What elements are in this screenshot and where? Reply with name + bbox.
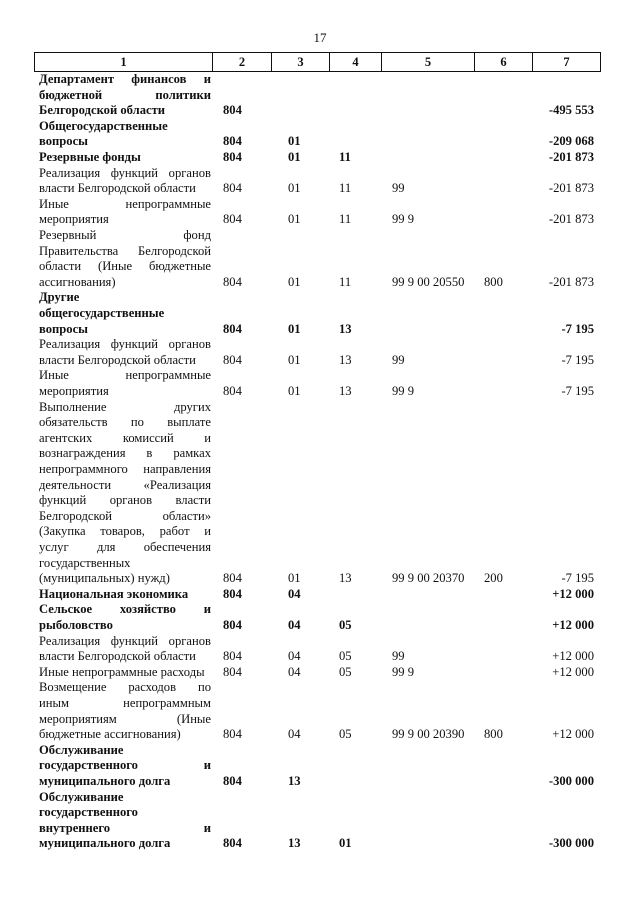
cell-col-3: 13	[288, 836, 301, 851]
row-name	[39, 368, 211, 399]
cell-col-2: 804	[223, 352, 242, 367]
cell-col-6: 200	[484, 571, 503, 586]
row-name	[39, 665, 211, 681]
cell-col-6: 800	[484, 727, 503, 742]
cell-col-4: 05	[339, 664, 352, 679]
row-name	[39, 119, 211, 150]
cell-col-2: 804	[223, 727, 242, 742]
header-col-1: 1	[35, 53, 213, 71]
cell-col-2: 804	[223, 649, 242, 664]
cell-col-5: 99	[392, 649, 405, 664]
cell-col-4: 13	[339, 571, 352, 586]
cell-col-7: -201 873	[548, 274, 594, 289]
cell-col-3: 01	[288, 134, 301, 149]
table-header	[34, 52, 601, 72]
cell-col-3: 04	[288, 649, 301, 664]
row-name-line: Другие	[39, 290, 80, 305]
row-name-line: Обслуживание	[39, 789, 124, 804]
row-name-line: Резервные фонды	[39, 150, 141, 164]
header-col-4: 4	[330, 53, 382, 71]
row-name	[39, 634, 211, 665]
cell-col-3: 01	[288, 150, 301, 164]
cell-col-2: 804	[223, 383, 242, 398]
row-name-line: власти Белгородской области	[39, 352, 196, 367]
cell-col-4: 05	[339, 727, 352, 742]
row-name	[39, 337, 211, 368]
cell-col-2: 804	[223, 664, 242, 679]
row-name	[39, 197, 211, 228]
row-name	[39, 72, 211, 119]
row-name-line: бюджетные ассигнования)	[39, 727, 181, 742]
cell-col-7: -201 873	[548, 212, 594, 227]
cell-col-2: 804	[223, 134, 242, 149]
cell-col-6: 800	[484, 274, 503, 289]
cell-col-7: +12 000	[552, 586, 594, 601]
cell-col-2: 804	[223, 321, 242, 336]
row-name	[39, 150, 211, 166]
row-name	[39, 400, 211, 587]
cell-col-7: -209 068	[548, 134, 594, 149]
row-name-line: Реализация функций органов	[39, 633, 211, 648]
row-name-line: непрограммного направления	[39, 461, 211, 476]
row-name-line: рыболовство	[39, 617, 113, 632]
row-name-line: мероприятиям (Иные	[39, 711, 211, 726]
row-name-line: Правительства Белгородской	[39, 243, 211, 258]
cell-col-2: 804	[223, 836, 242, 851]
cell-col-3: 01	[288, 274, 301, 289]
cell-col-4: 11	[339, 181, 352, 196]
cell-col-4: 13	[339, 321, 352, 336]
row-name-line: (Закупка товаров, работ и	[39, 524, 211, 539]
cell-col-7: -300 000	[548, 773, 594, 788]
row-name-line: Белгородской области»	[39, 508, 211, 523]
cell-col-2: 804	[223, 617, 242, 632]
cell-col-7: -7 195	[561, 352, 594, 367]
row-name-line: Реализация функций органов	[39, 337, 211, 352]
row-name-line: муниципального долга	[39, 773, 171, 788]
row-name-line: деятельности «Реализация	[39, 477, 211, 492]
row-name-line: вознаграждения в рамках	[39, 446, 211, 461]
row-name	[39, 166, 211, 197]
row-name-line: Реализация функций органов	[39, 165, 211, 180]
row-name-line: мероприятия	[39, 383, 109, 398]
cell-col-4: 11	[339, 274, 352, 289]
page-number: 17	[313, 30, 327, 45]
row-name-line: муниципального долга	[39, 836, 171, 851]
row-name-line: Иные непрограммные	[39, 368, 211, 383]
row-name-line: (муниципальных) нужд)	[39, 571, 170, 586]
cell-col-4: 11	[339, 150, 351, 164]
cell-col-3: 01	[288, 321, 301, 336]
cell-col-3: 04	[288, 727, 301, 742]
header-col-6: 6	[475, 53, 533, 71]
header-col-3: 3	[272, 53, 330, 71]
cell-col-3: 01	[288, 352, 301, 367]
cell-col-5: 99 9 00 20550	[392, 274, 465, 289]
cell-col-5: 99	[392, 352, 405, 367]
header-col-2: 2	[213, 53, 272, 71]
row-name-line: услуг для обеспечения	[39, 539, 211, 554]
row-name	[39, 290, 211, 337]
cell-col-5: 99 9	[392, 664, 415, 679]
cell-col-4: 05	[339, 649, 352, 664]
row-name-line: государственного и	[39, 758, 211, 773]
cell-col-3: 01	[288, 571, 301, 586]
cell-col-7: +12 000	[552, 664, 594, 679]
cell-col-5: 99 9 00 20370	[392, 571, 465, 586]
cell-col-5: 99 9 00 20390	[392, 727, 465, 742]
row-name-line: Резервный фонд	[39, 228, 211, 242]
cell-col-3: 01	[288, 212, 301, 227]
cell-col-7: -201 873	[548, 150, 594, 164]
row-name	[39, 587, 211, 603]
cell-col-2: 804	[223, 181, 242, 196]
cell-col-2: 804	[223, 773, 242, 788]
cell-col-4: 05	[339, 617, 352, 632]
cell-col-3: 13	[288, 773, 301, 788]
cell-col-3: 01	[288, 383, 301, 398]
row-name-line: Иные непрограммные расходы	[39, 664, 205, 679]
cell-col-7: -7 195	[561, 571, 594, 586]
row-name	[39, 790, 211, 852]
row-name-line: агентских комиссий и	[39, 430, 211, 445]
cell-col-7: -7 195	[561, 321, 594, 336]
cell-col-2: 804	[223, 571, 242, 586]
cell-col-5: 99 9	[392, 212, 415, 227]
row-name	[39, 602, 211, 633]
header-col-7: 7	[563, 54, 570, 69]
row-name-line: Сельское хозяйство и	[39, 602, 211, 617]
row-name	[39, 228, 211, 290]
cell-col-3: 04	[288, 617, 301, 632]
row-name-line: функций органов власти	[39, 493, 211, 508]
cell-col-7: -300 000	[548, 836, 594, 851]
cell-col-2: 804	[223, 274, 242, 289]
row-name-line: власти Белгородской области	[39, 181, 196, 196]
cell-col-4: 11	[339, 212, 352, 227]
row-name-line: Белгородской области	[39, 103, 166, 118]
row-name-line: Обслуживание	[39, 742, 124, 757]
cell-col-5: 99	[392, 181, 405, 196]
cell-col-2: 804	[223, 150, 242, 164]
row-name-line: внутреннего и	[39, 820, 211, 835]
cell-col-7: +12 000	[552, 617, 594, 632]
row-name-line: общегосударственные	[39, 305, 165, 320]
header-col-5: 5	[382, 53, 475, 71]
cell-col-7: +12 000	[552, 727, 594, 742]
row-name-line: ассигнования)	[39, 274, 116, 289]
row-name	[39, 743, 211, 790]
row-name-line: мероприятия	[39, 212, 109, 227]
cell-col-2: 804	[223, 103, 242, 118]
row-name-line: вопросы	[39, 321, 88, 336]
cell-col-2: 804	[223, 212, 242, 227]
row-name-line: обязательств по выплате	[39, 415, 211, 430]
cell-col-2: 804	[223, 586, 242, 601]
cell-col-4: 01	[339, 836, 352, 851]
row-name-line: государственного	[39, 805, 138, 820]
row-name-line: государственных	[39, 555, 131, 570]
row-name-line: области (Иные бюджетные	[39, 259, 211, 274]
cell-col-3: 04	[288, 664, 301, 679]
cell-col-3: 01	[288, 181, 301, 196]
row-name-line: Выполнение других	[39, 399, 211, 414]
cell-col-7: -7 195	[561, 383, 594, 398]
cell-col-7: -495 553	[548, 103, 594, 118]
row-name-line: Общегосударственные	[39, 118, 168, 133]
row-name-line: Национальная экономика	[39, 586, 189, 601]
cell-col-3: 04	[288, 586, 301, 601]
row-name-line: иным непрограммным	[39, 695, 211, 710]
row-name	[39, 680, 211, 742]
row-name-line: Департамент финансов и	[39, 72, 211, 86]
row-name-line: власти Белгородской области	[39, 649, 196, 664]
row-name-line: бюджетной политики	[39, 87, 211, 102]
cell-col-7: +12 000	[552, 649, 594, 664]
cell-col-4: 13	[339, 383, 352, 398]
cell-col-4: 13	[339, 352, 352, 367]
row-name-line: Иные непрограммные	[39, 196, 211, 211]
cell-col-7: -201 873	[548, 181, 594, 196]
row-name-line: вопросы	[39, 134, 88, 149]
row-name-line: Возмещение расходов по	[39, 680, 211, 695]
cell-col-5: 99 9	[392, 383, 415, 398]
